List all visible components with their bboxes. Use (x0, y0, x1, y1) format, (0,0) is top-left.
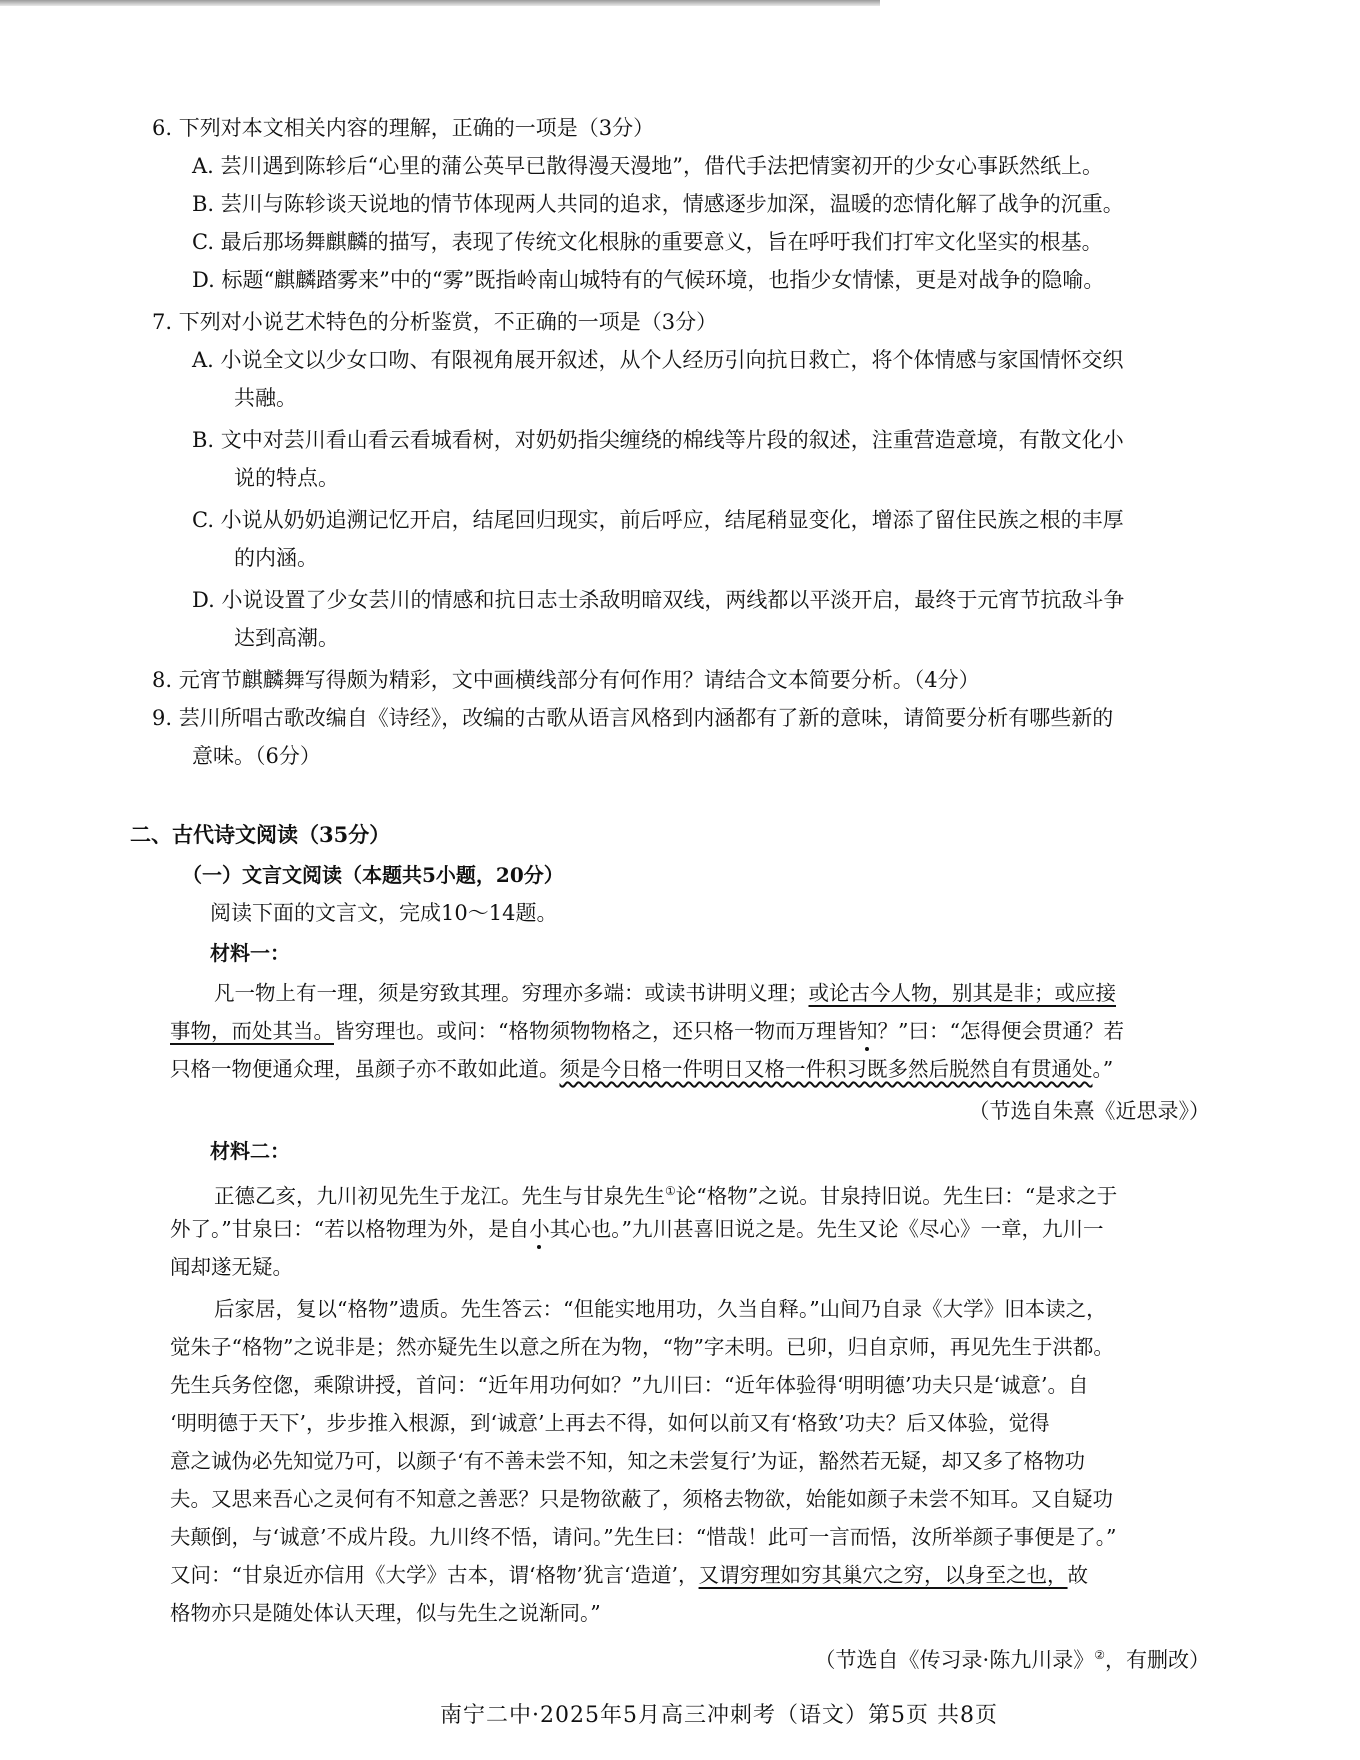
material-2-label: 材料二： (210, 1139, 290, 1163)
reading-instruction: 阅读下面的文言文，完成10～14题。 (210, 901, 558, 925)
material-2-text: 故 (1067, 1563, 1089, 1587)
material-2-line-12: 格物亦只是随处体认天理，似与先生之说渐同。” (170, 1601, 601, 1625)
material-1-text: 凡一物上有一理，须是穷致其理。穷理亦多端：或读书讲明义理； (214, 981, 809, 1005)
material-2-line-1 (214, 1176, 1117, 1211)
material-1-line-3 (170, 1054, 1113, 1084)
question-9-stem-line1: 9. 芸川所唱古歌改编自《诗经》，改编的古歌从语言风格到内涵都有了新的意味，请简要分析有哪些新的 (152, 706, 1114, 730)
material-2-line-10: 夫颠倒，与‘诚意’不成片段。九川终不悟，请问。”先生曰：“惜哉！此可一言而悟，汝所举颜子事便是了。” (170, 1525, 1117, 1549)
material-1-line-1 (214, 978, 1116, 1008)
material-1-text: 。” (1092, 1057, 1114, 1081)
question-7-option-a-line2: 共融。 (234, 386, 297, 410)
material-2-line-9: 夫。又思来吾心之灵何有不知意之善恶？只是物欲蔽了，须格去物欲，始能如颜子未尝不知耳。又自疑功 (170, 1487, 1113, 1511)
material-2-text: 正德乙亥，九川初见先生于龙江。先生与甘泉先生 (214, 1183, 665, 1208)
material-1-label: 材料一： (210, 941, 290, 965)
question-7-option-b-line2: 说的特点。 (234, 466, 339, 490)
material-2-line-5: 觉朱子“格物”之说非是；然亦疑先生以意之所在为物，“物”字未明。已卯，归自京师，再见先生于洪都。 (170, 1335, 1114, 1359)
material-2-line-3: 闻却遂无疑。 (170, 1255, 293, 1279)
question-7-option-d-line2: 达到高潮。 (234, 626, 339, 650)
material-2-source-text: （节选自《传习录·陈九川录》 (814, 1648, 1095, 1672)
material-2-text: 论“格物”之说。甘泉持旧说。先生曰：“是求之于 (675, 1183, 1118, 1208)
question-7-option-b-line1: B. 文中对芸川看山看云看城看树，对奶奶指尖缠绕的棉线等片段的叙述，注重营造意境，有散文化小 (192, 428, 1124, 452)
question-8-stem: 8. 元宵节麒麟舞写得颇为精彩，文中画横线部分有何作用？请结合文本简要分析。（4分） (152, 668, 980, 692)
material-1-source: （节选自朱熹《近思录》） (968, 1099, 1210, 1123)
question-6-option-d: D. 标题“麒麟踏雾来”中的“雾”既指岭南山城特有的气候环境，也指少女情愫，更是对战争的隐喻。 (192, 268, 1105, 292)
material-2-source-text: ，有删改） (1105, 1648, 1210, 1672)
question-6-option-c: C. 最后那场舞麒麟的描写，表现了传统文化根脉的重要意义，旨在呼吁我们打牢文化坚实的根基。 (192, 230, 1103, 254)
material-2-line-11 (170, 1560, 1088, 1590)
material-2-line-4: 后家居，复以“格物”遗质。先生答云：“但能实地用功，久当自释。”山间乃自录《大学》旧本读之， (214, 1297, 1107, 1321)
question-7-option-d-line1: D. 小说设置了少女芸川的情感和抗日志士杀敌明暗双线，两线都以平淡开启，最终于元宵节抗敌斗争 (192, 588, 1125, 612)
question-7-option-a-line1: A. 小说全文以少女口吻、有限视角展开叙述，从个人经历引向抗日救亡，将个体情感与家国情怀交织 (192, 348, 1124, 372)
question-7-stem: 7. 下列对小说艺术特色的分析鉴赏，不正确的一项是（3分） (152, 310, 718, 334)
question-6-stem: 6. 下列对本文相关内容的理解，正确的一项是（3分） (152, 116, 655, 140)
material-1-underlined-text: 事物，而处其当。 (170, 1019, 334, 1043)
material-2-source (815, 1640, 1210, 1675)
question-6-option-b: B. 芸川与陈轸谈天说地的情节体现两人共同的追求，情感逐步加深，温暖的恋情化解了战争的沉重。 (192, 192, 1124, 216)
page-footer: 南宁二中·2025年5月高三冲刺考（语文）第5页 共8页 (440, 1703, 998, 1728)
footnote-marker-2: ② (1094, 1648, 1105, 1662)
material-1-dotted-char: 知 (856, 1019, 878, 1043)
question-7-option-c-line2: 的内涵。 (234, 546, 318, 570)
material-1-underlined-text: 或论古今人物，别其是非；或应接 (808, 981, 1116, 1005)
material-2-line-7: ‘明明德于天下’，步步推入根源，到‘诚意’上再去不得，如何以前又有‘格致’功夫？后又体验，觉得 (170, 1411, 1050, 1435)
section-2-title: 二、古代诗文阅读（35分） (130, 822, 391, 847)
material-2-text: 外了。”甘泉曰：“若以格物理为外，是自 (170, 1217, 530, 1241)
material-2-text: 其心也。”九川甚喜旧说之是。先生又论《尽心》一章，九川一 (549, 1217, 1104, 1241)
material-1-text: 皆穷理也。或问：“格物须物物格之，还只格一物而万理皆 (334, 1019, 857, 1043)
material-1-line-2 (170, 1016, 1124, 1046)
material-1-text: 只格一物便通众理，虽颜子亦不敢如此道。 (170, 1057, 560, 1081)
material-2-line-8: 意之诚伪必先知觉乃可，以颜子‘有不善未尝不知，知之未尝复行’为证，豁然若无疑，却又多了格物功 (170, 1449, 1086, 1473)
subsection-1-title: （一）文言文阅读（本题共5小题，20分） (182, 863, 564, 887)
material-2-text: 又问：“甘泉近亦信用《大学》古本，谓‘格物’犹言‘造道’， (170, 1563, 699, 1587)
material-2-line-6: 先生兵务倥偬，乘隙讲授，首问：“近年用功何如？”九川曰：“近年体验得‘明明德’功夫只是‘诚意’。自 (170, 1373, 1089, 1397)
question-6-option-a: A. 芸川遇到陈轸后“心里的蒲公英早已散得漫天漫地”，借代手法把情窦初开的少女心事跃然纸上。 (192, 154, 1103, 178)
material-2-line-2 (170, 1214, 1103, 1244)
question-7-option-c-line1: C. 小说从奶奶追溯记忆开启，结尾回归现实，前后呼应，结尾稍显变化，增添了留住民族之根的丰厚 (192, 508, 1124, 532)
footnote-marker-1: ① (665, 1184, 676, 1198)
material-1-wavy-underlined-text: 须是今日格一件明日又格一件积习既多然后脱然自有贯通处 (559, 1057, 1093, 1081)
material-2-underlined-text: 又谓穷理如穷其巢穴之穷，以身至之也， (698, 1563, 1068, 1587)
material-2-dotted-char: 小 (529, 1217, 550, 1241)
question-9-stem-line2: 意味。（6分） (192, 744, 321, 768)
material-1-text: ？”曰：“怎得便会贯通？若 (877, 1019, 1124, 1043)
